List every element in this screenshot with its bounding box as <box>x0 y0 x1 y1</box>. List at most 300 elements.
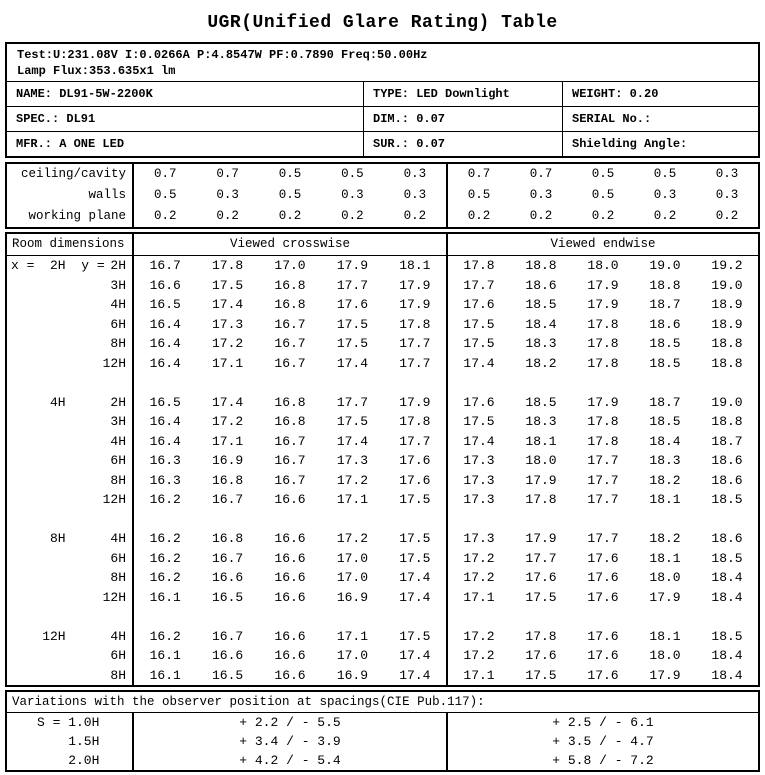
variation-endwise-value: + 5.8 / - 7.2 <box>552 753 654 768</box>
ugr-value: 16.9 <box>212 453 244 468</box>
ugr-y-label: 12H <box>102 492 126 507</box>
ugr-endwise-values <box>448 354 758 374</box>
variation-crosswise-value: + 2.2 / - 5.5 <box>134 713 448 732</box>
ugr-y-label: 8H <box>110 570 126 585</box>
ugr-crosswise-values <box>134 549 448 569</box>
ugr-row <box>7 568 758 588</box>
ugr-value: 16.5 <box>212 589 244 605</box>
ugr-value: 17.6 <box>463 297 495 312</box>
ugr-value: 17.2 <box>212 414 244 429</box>
ugr-row-label <box>7 646 134 666</box>
ugr-value: 18.8 <box>525 258 557 273</box>
ugr-y-label: 3H <box>110 277 126 293</box>
reflectance-crosswise-values <box>134 206 448 227</box>
ugr-value <box>259 510 321 530</box>
ugr-value: 17.5 <box>336 316 369 332</box>
reflectance-table <box>5 162 760 229</box>
ugr-value: 18.4 <box>711 648 743 663</box>
ugr-value: 17.3 <box>336 453 369 468</box>
ugr-value: 16.8 <box>212 472 244 488</box>
ugr-value: 17.0 <box>336 550 369 566</box>
ugr-endwise-values <box>448 451 758 471</box>
ugr-value: 18.3 <box>525 414 557 429</box>
ugr-row-label <box>7 295 134 315</box>
ugr-value: 18.8 <box>711 355 743 371</box>
ugr-value: 17.2 <box>463 628 495 644</box>
ugr-value: 18.5 <box>649 336 681 351</box>
reflectance-row <box>7 164 758 185</box>
ugr-row <box>7 334 758 354</box>
ugr-value <box>196 607 258 627</box>
ugr-table-header <box>7 234 758 256</box>
ugr-value: 18.2 <box>525 355 557 371</box>
ugr-value: 17.9 <box>399 394 431 410</box>
ugr-crosswise-values <box>134 646 448 666</box>
reflectance-value: 0.5 <box>278 167 302 181</box>
ugr-value: 17.6 <box>525 570 557 585</box>
ugr-value: 17.8 <box>587 414 619 429</box>
ugr-row <box>7 432 758 452</box>
ugr-value: 16.7 <box>149 258 181 273</box>
reflectance-value: 0.2 <box>216 209 239 223</box>
ugr-value <box>134 510 196 530</box>
ugr-value: 17.7 <box>525 550 557 566</box>
info-cell: WEIGHT: 0.20 <box>572 87 659 101</box>
ugr-value <box>510 373 572 393</box>
ugr-value: 17.4 <box>399 589 431 605</box>
ugr-crosswise-values <box>134 276 448 296</box>
ugr-value: 17.4 <box>336 433 369 449</box>
ugr-y-label: 6H <box>110 648 126 663</box>
variation-endwise-value: + 2.5 / - 6.1 <box>552 715 654 730</box>
ugr-value: 17.7 <box>587 492 619 507</box>
variation-row <box>7 713 758 732</box>
ugr-endwise-values <box>448 276 758 296</box>
ugr-value: 19.0 <box>711 394 743 410</box>
ugr-value <box>634 607 696 627</box>
ugr-row <box>7 354 758 374</box>
ugr-value: 18.1 <box>525 433 557 449</box>
reflectance-value: 0.2 <box>341 209 364 223</box>
ugr-value: 16.7 <box>274 336 306 351</box>
ugr-value: 18.0 <box>649 648 681 663</box>
ugr-value: 17.2 <box>463 550 495 566</box>
ugr-value <box>634 373 696 393</box>
ugr-row <box>7 412 758 432</box>
ugr-endwise-values <box>448 256 758 276</box>
ugr-value: 17.8 <box>587 433 619 449</box>
ugr-row-label <box>7 510 134 530</box>
reflectance-value: 0.5 <box>653 167 677 181</box>
ugr-endwise-values <box>448 568 758 588</box>
ugr-endwise-values <box>448 666 758 686</box>
ugr-value <box>384 607 446 627</box>
ugr-value: 17.9 <box>525 472 557 488</box>
reflectance-crosswise-values <box>134 164 448 185</box>
ugr-value <box>696 373 758 393</box>
reflectance-endwise-values <box>448 206 758 227</box>
ugr-value: 16.2 <box>149 550 181 566</box>
ugr-endwise-values <box>448 412 758 432</box>
ugr-value: 18.6 <box>525 277 557 293</box>
ugr-crosswise-values <box>134 256 448 276</box>
ugr-value: 17.1 <box>212 355 244 371</box>
ugr-value: 17.4 <box>399 648 431 663</box>
reflectance-value: 0.5 <box>591 167 615 181</box>
ugr-row-label <box>7 588 134 608</box>
ugr-value: 17.7 <box>336 277 369 293</box>
reflectance-crosswise-values <box>134 185 448 206</box>
ugr-value: 17.2 <box>463 648 495 663</box>
ugr-row-label <box>7 666 134 686</box>
ugr-row-label <box>7 607 134 627</box>
ugr-value: 17.7 <box>336 394 369 410</box>
ugr-row <box>7 666 758 686</box>
ugr-row-label <box>7 432 134 452</box>
reflectance-value: 0.5 <box>467 188 491 202</box>
ugr-y-label: 8H <box>110 472 126 488</box>
ugr-y-label: 8H <box>110 336 126 351</box>
ugr-value: 16.1 <box>149 589 181 605</box>
ugr-row-label <box>7 549 134 569</box>
ugr-value <box>448 607 510 627</box>
ugr-value: 19.0 <box>711 277 743 293</box>
ugr-value: 18.6 <box>711 453 743 468</box>
ugr-y-label: 2H <box>110 258 126 273</box>
ugr-y-label: 8H <box>110 667 126 683</box>
ugr-value: 18.5 <box>711 550 743 566</box>
ugr-value: 16.7 <box>212 628 244 644</box>
ugr-row <box>7 510 758 530</box>
ugr-value: 17.2 <box>212 336 244 351</box>
ugr-value: 16.6 <box>274 628 306 644</box>
ugr-value: 17.4 <box>399 570 431 585</box>
ugr-value <box>196 510 258 530</box>
ugr-value: 17.7 <box>399 336 431 351</box>
ugr-value: 16.1 <box>149 667 181 683</box>
ugr-value: 18.6 <box>711 531 743 546</box>
ugr-value: 17.7 <box>399 355 431 371</box>
info-cell: NAME: DL91-5W-2200K <box>7 82 364 106</box>
ugr-value <box>196 373 258 393</box>
ugr-value: 16.5 <box>212 667 244 683</box>
ugr-value: 17.7 <box>587 531 619 546</box>
ugr-row-label <box>7 276 134 296</box>
ugr-value: 17.9 <box>587 394 619 410</box>
reflectance-value: 0.7 <box>467 167 491 181</box>
ugr-value: 17.3 <box>463 492 495 507</box>
ugr-row <box>7 490 758 510</box>
ugr-row <box>7 373 758 393</box>
ugr-value: 18.6 <box>649 316 681 332</box>
reflectance-row-label: working plane <box>7 206 134 227</box>
ugr-crosswise-values <box>134 393 448 413</box>
ugr-value: 17.8 <box>399 414 431 429</box>
ugr-value: 17.5 <box>212 277 244 293</box>
ugr-value: 17.6 <box>399 453 431 468</box>
reflectance-row-label: walls <box>7 185 134 206</box>
ugr-endwise-values <box>448 432 758 452</box>
ugr-value: 17.5 <box>399 628 431 644</box>
ugr-value: 16.2 <box>149 492 181 507</box>
ugr-value: 17.4 <box>399 667 431 683</box>
ugr-row <box>7 276 758 296</box>
ugr-value: 16.2 <box>149 570 181 585</box>
ugr-value: 16.8 <box>274 297 306 312</box>
ugr-row <box>7 471 758 491</box>
ugr-value: 16.6 <box>274 667 306 683</box>
ugr-x-label: 4H <box>11 394 66 410</box>
ugr-value: 17.5 <box>399 492 431 507</box>
ugr-y-label: 4H <box>110 628 126 644</box>
info-cell: DIM.: 0.07 <box>364 107 563 131</box>
room-dimensions-header: Room dimensions <box>7 234 134 255</box>
ugr-value: 17.7 <box>587 453 619 468</box>
ugr-value: 18.2 <box>649 472 681 488</box>
reflectance-value: 0.2 <box>591 209 615 223</box>
ugr-value: 17.1 <box>336 492 369 507</box>
ugr-crosswise-values <box>134 529 448 549</box>
ugr-y-label <box>126 510 132 530</box>
ugr-value: 18.0 <box>525 453 557 468</box>
ugr-value: 16.3 <box>149 453 181 468</box>
ugr-x-label: x = 2H y = <box>11 258 105 273</box>
ugr-row-label <box>7 412 134 432</box>
ugr-value: 17.5 <box>463 336 495 351</box>
ugr-value: 16.6 <box>274 648 306 663</box>
ugr-value: 18.1 <box>649 492 681 507</box>
ugr-value: 17.4 <box>212 297 244 312</box>
ugr-value: 17.7 <box>587 472 619 488</box>
ugr-row-label <box>7 334 134 354</box>
ugr-value: 17.4 <box>463 355 495 371</box>
reflectance-value: 0.2 <box>403 209 427 223</box>
ugr-value: 18.9 <box>711 316 743 332</box>
ugr-value <box>696 510 758 530</box>
ugr-value: 16.6 <box>212 570 244 585</box>
ugr-value <box>384 510 446 530</box>
ugr-crosswise-values <box>134 588 448 608</box>
ugr-value: 16.7 <box>212 550 244 566</box>
ugr-value: 17.9 <box>649 589 681 605</box>
ugr-value: 16.5 <box>149 297 181 312</box>
ugr-value: 16.4 <box>149 316 181 332</box>
reflectance-value: 0.2 <box>467 209 491 223</box>
ugr-value: 16.8 <box>274 394 306 410</box>
ugr-row-label <box>7 627 134 647</box>
ugr-y-label: 12H <box>102 589 126 605</box>
ugr-value: 17.2 <box>336 531 369 546</box>
reflectance-value: 0.5 <box>153 188 177 202</box>
ugr-row <box>7 588 758 608</box>
ugr-value: 17.5 <box>525 667 557 683</box>
ugr-crosswise-values <box>134 432 448 452</box>
ugr-value: 16.6 <box>274 550 306 566</box>
ugr-value: 16.4 <box>149 355 181 371</box>
ugr-value: 17.8 <box>399 316 431 332</box>
reflectance-value: 0.3 <box>403 188 427 202</box>
reflectance-value: 0.7 <box>153 167 177 181</box>
reflectance-endwise-values <box>448 164 758 185</box>
ugr-value: 16.9 <box>336 667 369 683</box>
ugr-value: 16.6 <box>274 589 306 605</box>
ugr-value <box>634 510 696 530</box>
ugr-row-label <box>7 490 134 510</box>
ugr-value: 19.0 <box>649 258 681 273</box>
reflectance-value: 0.3 <box>715 167 739 181</box>
ugr-value: 16.1 <box>149 648 181 663</box>
ugr-value: 17.6 <box>587 628 619 644</box>
ugr-endwise-values <box>448 607 758 627</box>
reflectance-value: 0.3 <box>715 188 739 202</box>
ugr-value: 18.0 <box>649 570 681 585</box>
ugr-value: 17.6 <box>399 472 431 488</box>
ugr-value: 18.4 <box>711 667 743 683</box>
ugr-row-label <box>7 393 134 413</box>
ugr-value: 16.5 <box>149 394 181 410</box>
info-cell: SERIAL No.: <box>572 112 652 126</box>
ugr-value: 16.4 <box>149 414 181 429</box>
ugr-value: 17.3 <box>463 472 495 488</box>
ugr-data-rows <box>7 256 758 685</box>
ugr-value: 17.8 <box>212 258 244 273</box>
ugr-value: 17.8 <box>463 258 495 273</box>
ugr-value: 17.5 <box>525 589 557 605</box>
ugr-value <box>259 373 321 393</box>
ugr-value: 17.5 <box>336 336 369 351</box>
ugr-value: 18.9 <box>711 297 743 312</box>
ugr-value: 17.3 <box>212 316 244 332</box>
ugr-value: 17.6 <box>463 394 495 410</box>
ugr-value: 16.6 <box>149 277 181 293</box>
ugr-row <box>7 549 758 569</box>
ugr-value: 18.7 <box>711 433 743 449</box>
variation-endwise-value: + 3.5 / - 4.7 <box>552 734 654 749</box>
ugr-value: 16.4 <box>149 336 181 351</box>
ugr-value: 17.8 <box>525 492 557 507</box>
ugr-crosswise-values <box>134 471 448 491</box>
ugr-value: 18.5 <box>711 628 743 644</box>
ugr-row-label <box>7 354 134 374</box>
ugr-value: 16.9 <box>336 589 369 605</box>
ugr-row-label <box>7 568 134 588</box>
ugr-endwise-values <box>448 510 758 530</box>
ugr-value: 17.0 <box>336 570 369 585</box>
ugr-value: 18.5 <box>711 492 743 507</box>
ugr-value: 16.3 <box>149 472 181 488</box>
ugr-value: 17.8 <box>525 628 557 644</box>
ugr-value: 17.1 <box>336 628 369 644</box>
ugr-value: 17.2 <box>336 472 369 488</box>
ugr-value <box>134 373 196 393</box>
ugr-value <box>134 607 196 627</box>
ugr-value: 16.6 <box>274 492 306 507</box>
ugr-endwise-values <box>448 627 758 647</box>
ugr-value: 17.9 <box>587 277 619 293</box>
ugr-value: 17.6 <box>336 297 369 312</box>
ugr-value: 17.1 <box>212 433 244 449</box>
ugr-value: 17.9 <box>587 297 619 312</box>
ugr-value: 17.4 <box>212 394 244 410</box>
ugr-value: 17.5 <box>463 414 495 429</box>
viewed-crosswise-header: Viewed crosswise <box>134 234 448 255</box>
ugr-value: 17.9 <box>336 258 369 273</box>
ugr-endwise-values <box>448 549 758 569</box>
ugr-value: 17.2 <box>463 570 495 585</box>
ugr-value <box>510 607 572 627</box>
lamp-flux-line: Lamp Flux:353.635x1 lm <box>17 64 176 78</box>
ugr-value: 16.6 <box>274 570 306 585</box>
ugr-value: 17.4 <box>336 355 369 371</box>
ugr-value: 17.8 <box>587 355 619 371</box>
ugr-endwise-values <box>448 490 758 510</box>
ugr-value: 17.8 <box>587 316 619 332</box>
ugr-value: 18.5 <box>649 355 681 371</box>
test-conditions <box>7 44 758 81</box>
ugr-value <box>448 510 510 530</box>
ugr-value: 19.2 <box>711 258 743 273</box>
reflectance-value: 0.5 <box>278 188 302 202</box>
info-cell: TYPE: LED Downlight <box>364 82 563 106</box>
ugr-value: 16.7 <box>274 472 306 488</box>
ugr-crosswise-values <box>134 568 448 588</box>
ugr-crosswise-values <box>134 412 448 432</box>
ugr-value: 17.9 <box>399 277 431 293</box>
ugr-value: 18.7 <box>649 394 681 410</box>
ugr-row-label <box>7 256 134 276</box>
ugr-crosswise-values <box>134 334 448 354</box>
ugr-value: 18.1 <box>399 258 431 273</box>
ugr-value: 17.6 <box>587 570 619 585</box>
ugr-value: 17.5 <box>399 550 431 566</box>
reflectance-value: 0.7 <box>216 167 239 181</box>
ugr-value: 18.5 <box>525 297 557 312</box>
ugr-value: 18.8 <box>711 414 743 429</box>
ugr-crosswise-values <box>134 315 448 335</box>
ugr-value: 18.8 <box>711 336 743 351</box>
ugr-crosswise-values <box>134 627 448 647</box>
ugr-endwise-values <box>448 471 758 491</box>
ugr-value: 17.1 <box>463 667 495 683</box>
info-cell: Shielding Angle: <box>572 137 688 151</box>
ugr-crosswise-values <box>134 510 448 530</box>
info-row <box>7 81 758 106</box>
ugr-value <box>384 373 446 393</box>
ugr-value: 16.7 <box>274 355 306 371</box>
ugr-value: 16.2 <box>149 531 181 546</box>
ugr-value: 17.9 <box>399 297 431 312</box>
variation-spacing-label: 1.5H <box>7 732 134 751</box>
ugr-value: 17.0 <box>336 648 369 663</box>
ugr-y-label: 6H <box>110 316 126 332</box>
ugr-value: 16.6 <box>212 648 244 663</box>
ugr-row <box>7 627 758 647</box>
ugr-value <box>321 607 383 627</box>
ugr-row-label <box>7 373 134 393</box>
ugr-value <box>696 607 758 627</box>
ugr-row-label <box>7 451 134 471</box>
reflectance-value: 0.5 <box>591 188 615 202</box>
ugr-row <box>7 646 758 666</box>
ugr-value: 17.7 <box>463 277 495 293</box>
ugr-row <box>7 451 758 471</box>
ugr-value: 16.7 <box>274 453 306 468</box>
ugr-value: 18.4 <box>525 316 557 332</box>
ugr-value: 17.6 <box>525 648 557 663</box>
ugr-value <box>572 607 634 627</box>
ugr-value: 18.7 <box>649 297 681 312</box>
variations-title: Variations with the observer position at spacings(CIE Pub.117): <box>7 692 758 713</box>
